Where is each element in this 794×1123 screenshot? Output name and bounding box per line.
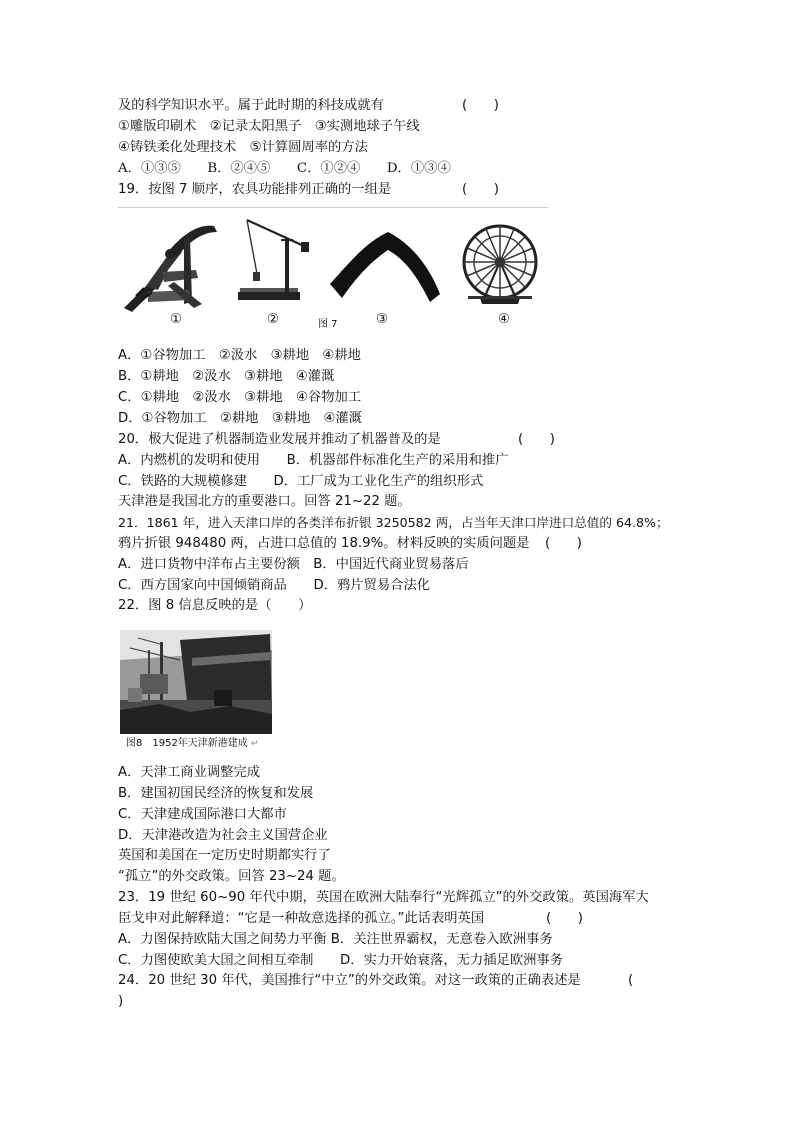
q19-stem: 19．按图 7 顺序，农具功能排列正确的一组是 [118, 182, 392, 197]
q18-answer-blank: ( ) [462, 98, 499, 113]
divider-line [118, 207, 548, 208]
q18-items-line1: ①雕版印刷术 ②记录太阳黑子 ③实测地球子午线 [118, 119, 420, 134]
q19-answer-blank: ( ) [462, 182, 499, 197]
q20-options-line1: A．内燃机的发明和使用 B．机器部件标准化生产的采用和推广 [118, 453, 509, 468]
figure-8-port-photo [120, 630, 272, 734]
q24-close-paren: ) [118, 994, 124, 1009]
tool-label-4: ④ [498, 312, 510, 327]
q23-options-line1: A．力图保持欧陆大国之间势力平衡 B．关注世界霸权，无意卷入欧洲事务 [118, 932, 553, 947]
q21-stem-line2: 鸦片折银 948480 两，占进口总值的 18.9%。材料反映的实质问题是 [118, 536, 530, 551]
q23-stem-line1: 23．19 世纪 60~90 年代中期，英国在欧洲大陆奉行“光辉孤立”的外交政策。英国海军大 [118, 890, 649, 905]
q24-open-paren: ( [628, 973, 634, 988]
q20-answer-blank: ( ) [518, 432, 555, 447]
q18-items-line2: ④铸铁柔化处理技术 ⑤计算圆周率的方法 [118, 140, 368, 155]
q19-option-d: D．①谷物加工 ②耕地 ③耕地 ④灌溉 [118, 411, 363, 426]
tool-label-1: ① [170, 312, 182, 327]
q18-options: A．①③⑤ B．②④⑤ C．①②④ D．①③④ [118, 161, 451, 176]
tool-label-3: ③ [376, 312, 388, 327]
q24-stem: 24．20 世纪 30 年代，美国推行“中立”的外交政策。对这一政策的正确表述是 [118, 973, 581, 988]
q23-stem-line2: 臣戈申对此解释道：“它是一种故意选择的孤立。”此话表明英国 [118, 911, 485, 926]
q19-option-a: A．①谷物加工 ②汲水 ③耕地 ④耕地 [118, 348, 361, 363]
curved-shaft-drawing [330, 232, 440, 302]
tool-label-2: ② [267, 312, 279, 327]
q23-options-line2: C．力图使欧美大国之间相互牵制 D．实力开始衰落，无力插足欧洲事务 [118, 953, 564, 968]
intro-23-24-line1: 英国和美国在一定历史时期都实行了 [118, 848, 331, 863]
q20-stem: 20．极大促进了机器制造业发展并推动了机器普及的是 [118, 432, 441, 447]
q19-option-b: B．①耕地 ②汲水 ③耕地 ④灌溉 [118, 369, 335, 384]
q20-options-line2: C．铁路的大规模修建 D．工厂成为工业化生产的组织形式 [118, 474, 484, 489]
figure-7-caption: 图 7 [318, 319, 338, 330]
figure-8-caption: 图8 1952年天津新港建成 ↵ [126, 738, 259, 749]
return-mark-icon: ↵ [250, 739, 259, 749]
q18-stem: 及的科学知识水平。属于此时期的科技成就有 [118, 98, 384, 113]
plough-drawing [124, 226, 217, 312]
q19-option-c: C．①耕地 ②汲水 ③耕地 ④谷物加工 [118, 390, 362, 405]
q22-option-c: C．天津建成国际港口大都市 [118, 807, 287, 822]
q21-options-line1: A．进口货物中洋布占主要份额 B．中国近代商业贸易落后 [118, 557, 469, 572]
intro-23-24-line2: “孤立”的外交政策。回答 23~24 题。 [118, 869, 345, 884]
intro-21-22: 天津港是我国北方的重要港口。回答 21~22 题。 [118, 494, 411, 509]
q22-option-d: D．天津港改造为社会主义国营企业 [118, 828, 328, 843]
q22-stem: 22．图 8 信息反映的是（ ） [118, 598, 312, 613]
water-wheel-drawing [464, 226, 536, 304]
q22-option-b: B．建国初国民经济的恢复和发展 [118, 786, 314, 801]
q21-answer-blank: ( ) [545, 536, 582, 551]
q23-answer-blank: ( ) [546, 911, 583, 926]
q21-stem-line1: 21．1861 年，进入天津口岸的各类洋布折银 3250582 两，占当年天津口岸进口总值的 64.8%； [118, 515, 669, 530]
q22-option-a: A．天津工商业调整完成 [118, 765, 261, 780]
well-sweep-drawing [238, 220, 309, 300]
q21-options-line2: C．西方国家向中国倾销商品 D．鸦片贸易合法化 [118, 578, 431, 593]
